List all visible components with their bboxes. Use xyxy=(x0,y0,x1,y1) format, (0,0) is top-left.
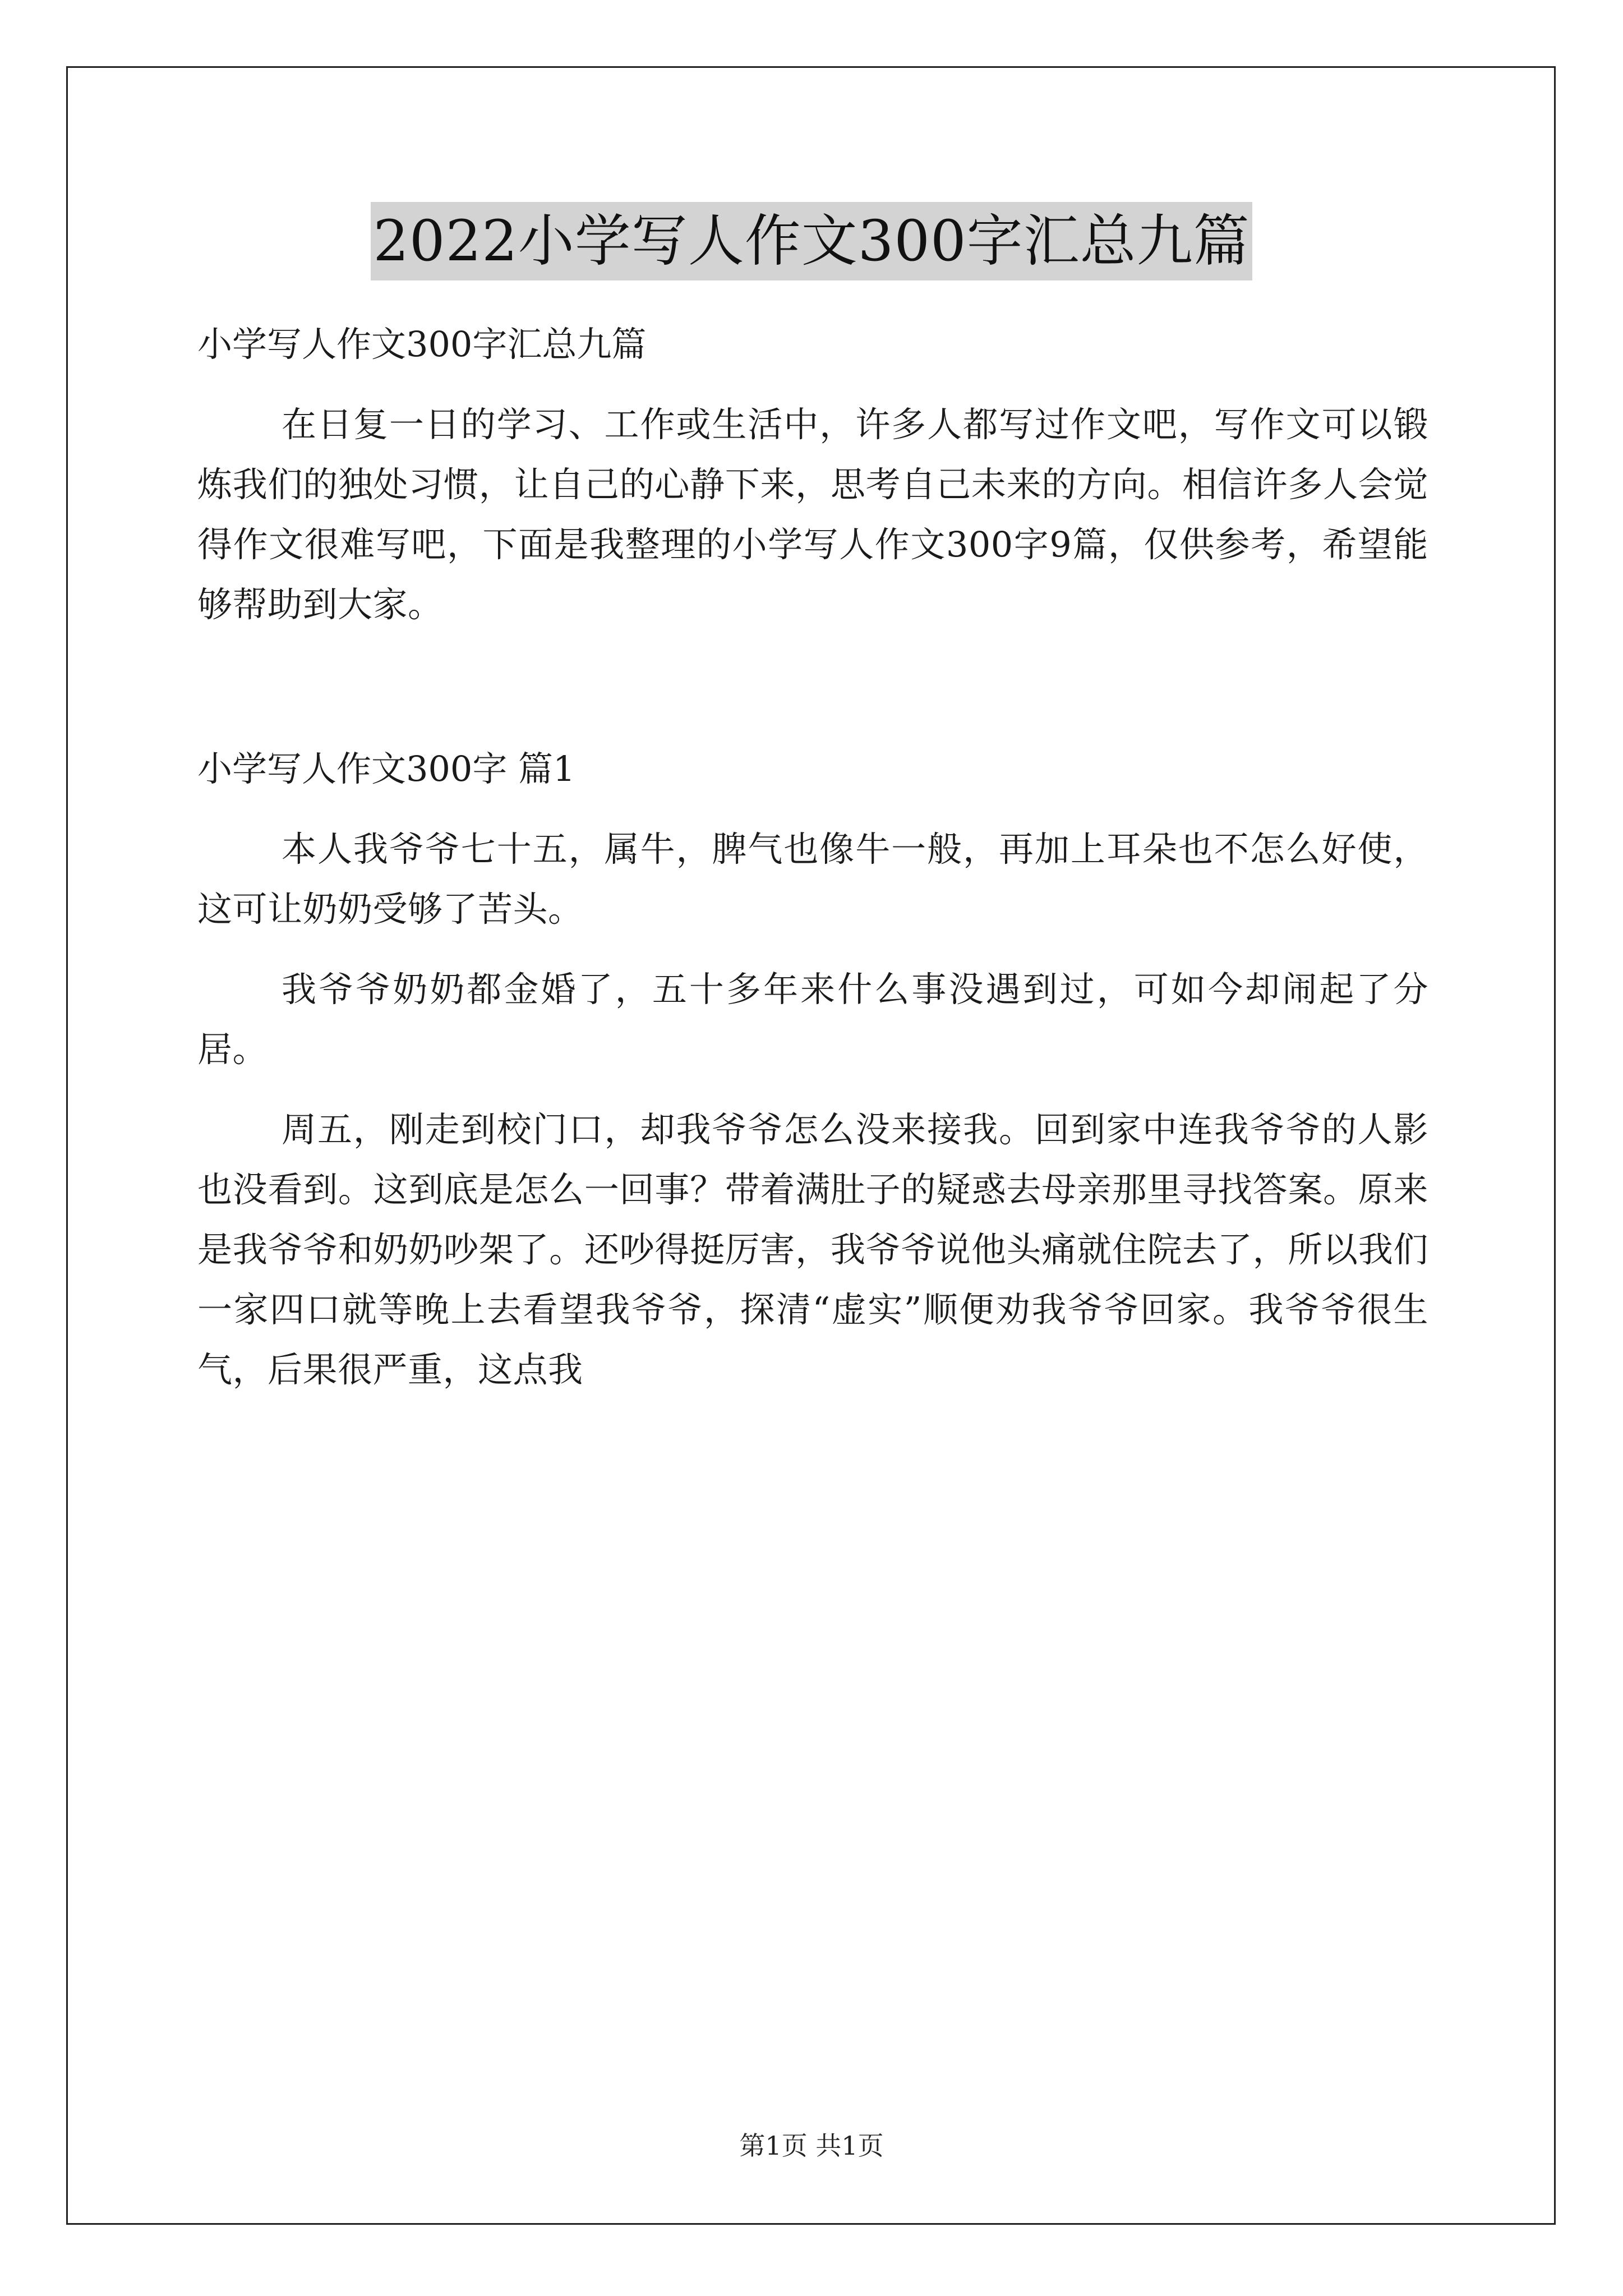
body-paragraph: 我爷爷奶奶都金婚了，五十多年来什么事没遇到过，可如今却闹起了分居。 xyxy=(197,969,1428,1070)
document-body xyxy=(197,314,1428,1420)
title-block xyxy=(0,202,1623,280)
body-paragraph: 周五，刚走到校门口，却我爷爷怎么没来接我。回到家中连我爷爷的人影也没看到。这到底是怎么一回事？带着满肚子的疑惑去母亲那里寻找答案。原来是我爷爷和奶奶吵架了。还吵得挺厉害，我爷爷说他头痛就住院去了，所以我们一家四口就等晚上去看望我爷爷，探清“虚实”顺便劝我爷爷回家。我爷爷很生气，后果很严重，这点我 xyxy=(197,1109,1428,1390)
body-paragraph: 本人我爷爷七十五，属牛，脾气也像牛一般，再加上耳朵也不怎么好使，这可让奶奶受够了苦头。 xyxy=(197,829,1428,930)
section-heading: 小学写人作文300字 篇1 xyxy=(197,748,575,789)
document-title: 2022小学写人作文300字汇总九篇 xyxy=(371,202,1252,280)
intro-paragraph: 在日复一日的学习、工作或生活中，许多人都写过作文吧，写作文可以锻炼我们的独处习惯，让自己的心静下来，思考自己未来的方向。相信许多人会觉得作文很难写吧，下面是我整理的小学写人作文300字9篇，仅供参考，希望能够帮助到大家。 xyxy=(197,404,1428,625)
document-subtitle: 小学写人作文300字汇总九篇 xyxy=(197,324,647,365)
page-footer: 第1页 共1页 xyxy=(739,2131,884,2161)
